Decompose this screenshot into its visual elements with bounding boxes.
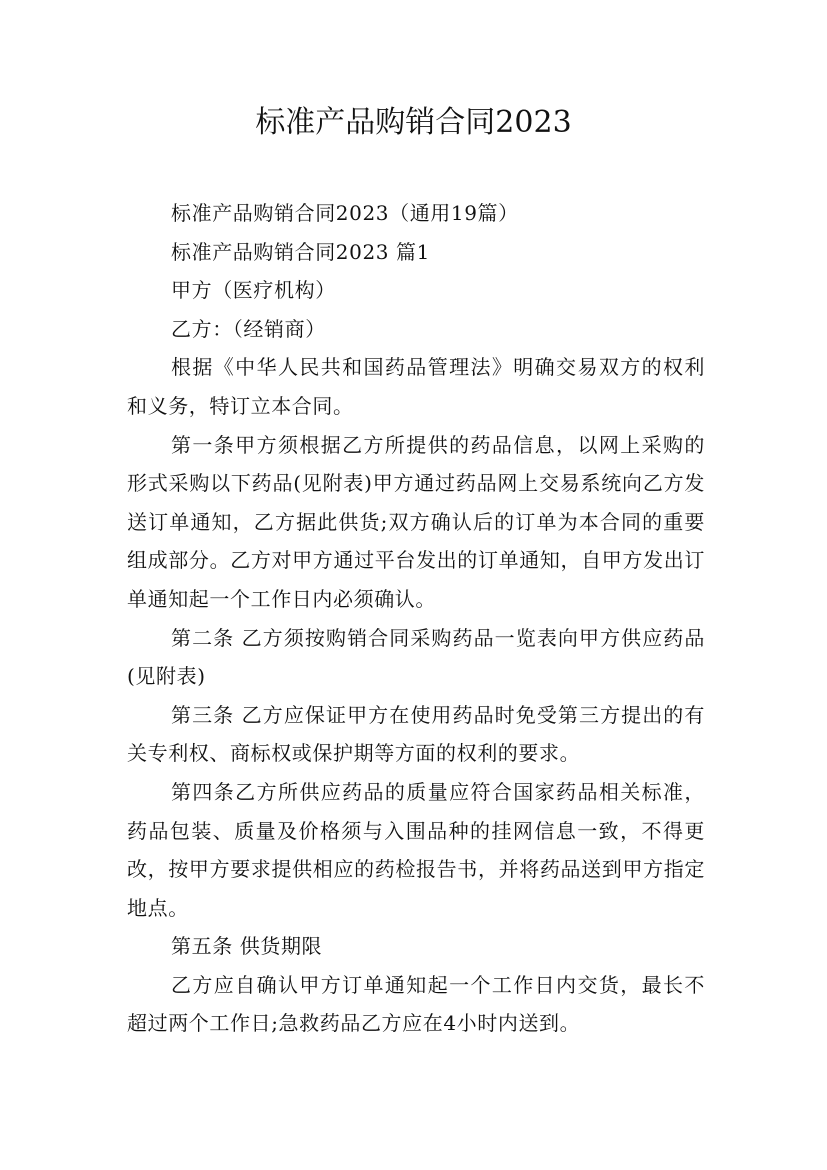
article-1-paragraph: 第一条甲方须根据乙方所提供的药品信息，以网上采购的形式采购以下药品(见附表)甲方通过药品网上交易系统向乙方发送订单通知，乙方据此供货;双方确认后的订单为本合同的重要组成部分。乙方对甲方通过平台发出的订单通知，自甲方发出订单通知起一个工作日内必须确认。 xyxy=(127,432,705,611)
article-4-paragraph: 第四条乙方所供应药品的质量应符合国家药品相关标准，药品包装、质量及价格须与入围品种的挂网信息一致，不得更改，按甲方要求提供相应的药检报告书，并将药品送到甲方指定地点。 xyxy=(127,779,705,920)
preamble-paragraph: 根据《中华人民共和国药品管理法》明确交易双方的权利和义务，特订立本合同。 xyxy=(127,355,705,418)
doc-subtitle: 标准产品购销合同2023（通用19篇） xyxy=(171,201,519,225)
document-title: 标准产品购销合同2023 xyxy=(255,105,572,140)
article-5-heading: 第五条 供货期限 xyxy=(171,934,323,959)
section-heading: 标准产品购销合同2023 篇1 xyxy=(171,239,430,264)
party-a-line: 甲方（医疗机构） xyxy=(171,278,336,303)
document-body xyxy=(127,194,705,1043)
article-5-paragraph: 乙方应自确认甲方订单通知起一个工作日内交货，最长不超过两个工作日;急救药品乙方应在4小时内送到。 xyxy=(127,972,705,1036)
article-2-paragraph: 第二条 乙方须按购销合同采购药品一览表向甲方供应药品(见附表) xyxy=(127,625,705,689)
party-b-line: 乙方：（经销商） xyxy=(171,316,326,341)
article-3-paragraph: 第三条 乙方应保证甲方在使用药品时免受第三方提出的有关专利权、商标权或保护期等方面的权利的要求。 xyxy=(127,702,705,766)
